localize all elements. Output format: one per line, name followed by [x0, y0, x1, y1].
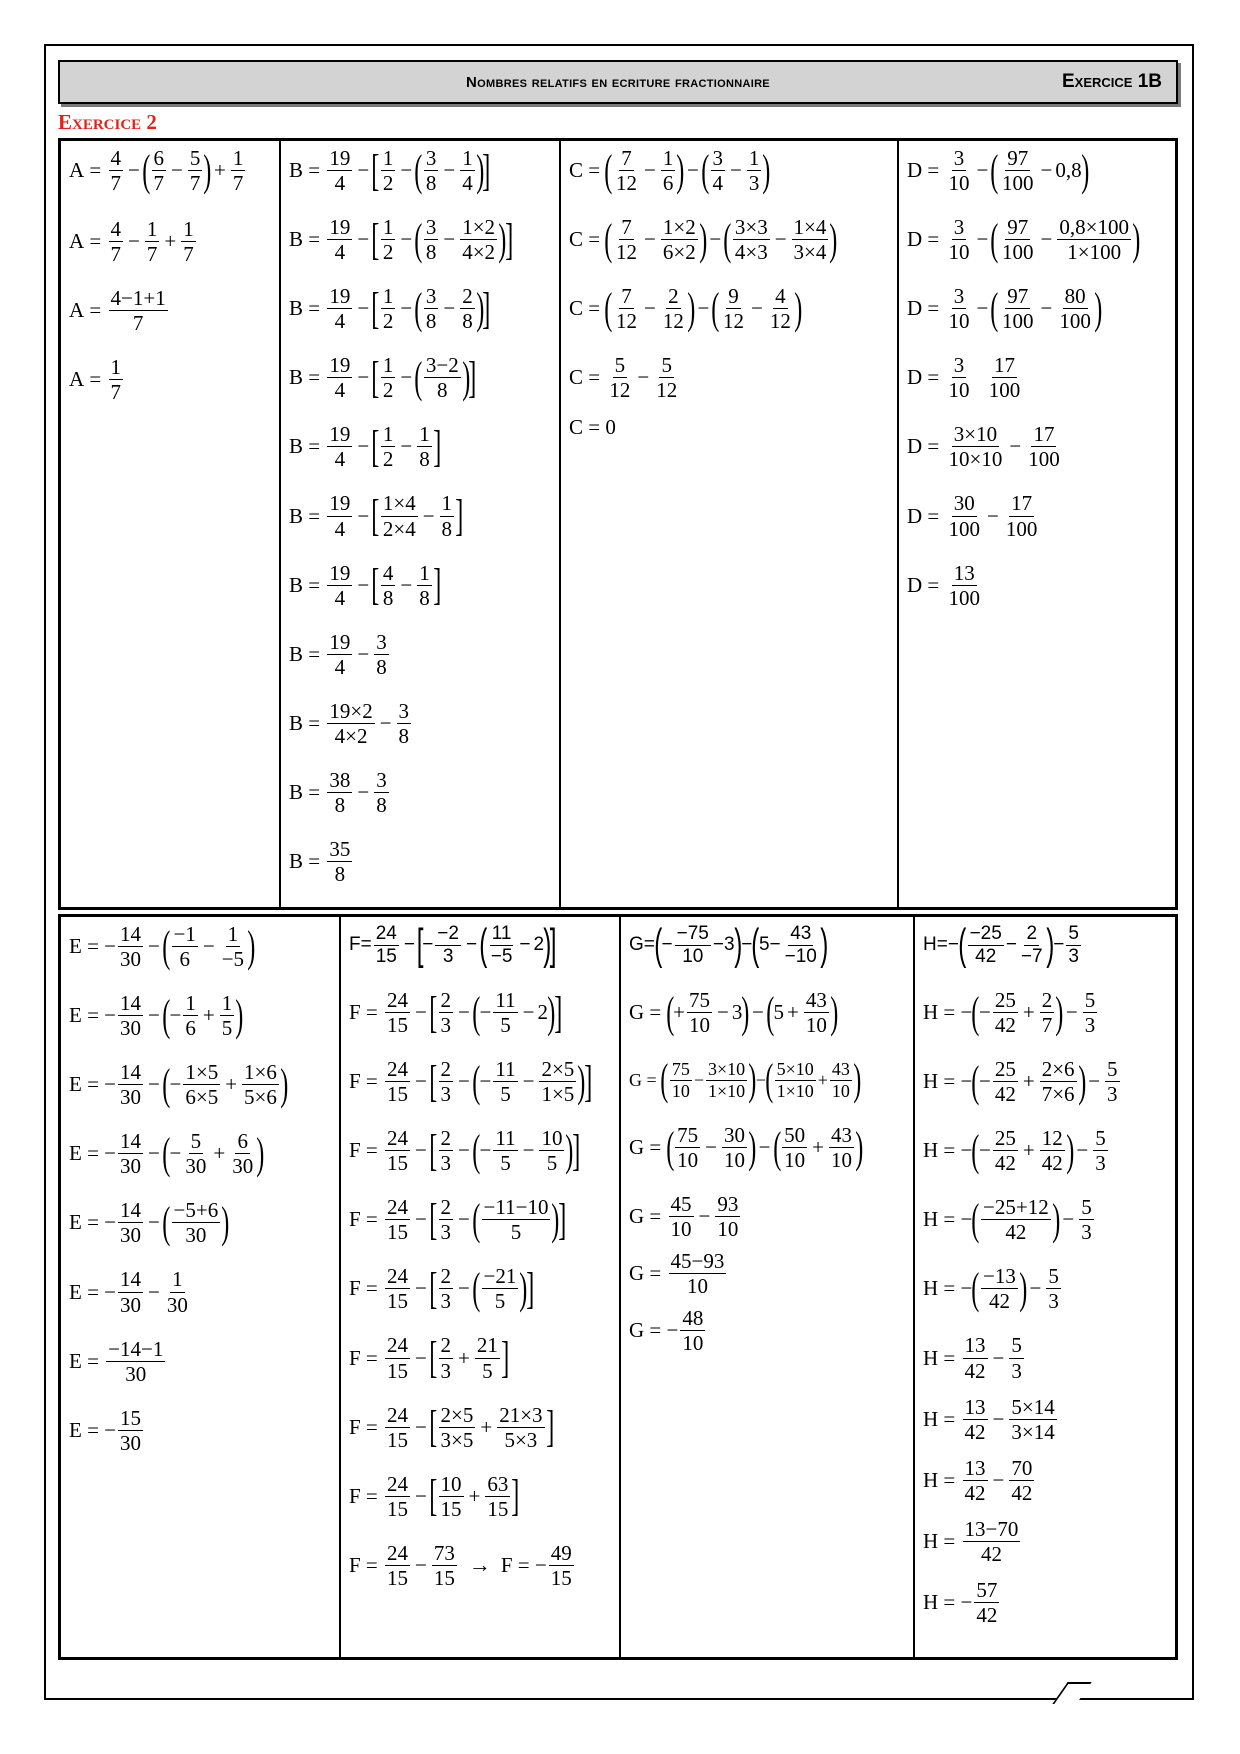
- line-f-1: F= 24 15 − [ − −2 3 − ( 11 −5 − 2 ) ]: [349, 920, 557, 969]
- line-b-6: B = 19 4 − [ 1×4 2×4 − $\frac{1}{8}$ ]: [289, 491, 464, 541]
- line-h-3: H = − ( − 25 42 + $\frac{2\times 6}{7\times 6}$ ) − $\frac{5}{3}$: [923, 1056, 1118, 1107]
- line-a-3: A = 4−1+1 7: [69, 286, 166, 336]
- line-b-5: B = 19 4 − [ 1 2 − $\frac{1}{8}$ ]: [289, 421, 442, 472]
- line-b-3: B = 19 4 − [ 1 2 − ( 3 8 − $\frac{2}{8}$ ) ]: [289, 283, 491, 334]
- line-f-8: F = 24 15 − [ 2×5 3×5 + $\frac{21\times 3}{5\times 3}$ ]: [349, 1402, 554, 1452]
- line-h-6: H = − ( −13 42 ) − $\frac{5}{3}$: [923, 1263, 1059, 1314]
- line-e-1: E = − 14 30 − ( −1 6 − $\frac{1}{-5}$ ): [69, 921, 256, 972]
- line-f-3: F = 24 15 − [ 2 3 − ( − 11 5 − $\frac{2\times 5}{1\times 5}$ ) ]: [349, 1056, 593, 1107]
- line-b-4: B = 19 4 − [ 1 2 − ( 3−2 8 ) ]: [289, 352, 477, 403]
- line-f-5: F = 24 15 − [ 2 3 − ( −11−10 5 ) ]: [349, 1194, 567, 1245]
- bottom-exercise-grid: [58, 914, 1178, 1660]
- column-c: [561, 141, 899, 907]
- line-h-4: H = − ( − 25 42 + $\frac{12}{42}$ ) − $\frac{5}{3}$: [923, 1125, 1106, 1176]
- line-b-11: B = 35 8: [289, 836, 351, 886]
- line-h-8: H = 13 42 − $\frac{5\times 14}{3\times 14}$: [923, 1394, 1055, 1444]
- line-e-4: E = − 14 30 − ( − 5 30 + $\frac{6}{30}$ ): [69, 1128, 265, 1179]
- line-e-2: E = − 14 30 − ( − 1 6 + $\frac{1}{5}$ ): [69, 990, 244, 1041]
- line-d-3: D = 3 10 − ( 97 100 − $\frac{80}{100}$ ): [907, 283, 1103, 334]
- line-d-4: D = 3 10 17 100: [907, 353, 1021, 403]
- line-h-1: H=− ( −25 42 − 2 −7 ) − 5 3: [923, 920, 1079, 969]
- line-e-7: E = −14−1 30: [69, 1336, 164, 1386]
- line-b-1: B = 19 4 − [ 1 2 − ( 3 8 − $\frac{1}{4}$ ) ]: [289, 145, 491, 196]
- line-d-2: D = 3 10 − ( 97 100 − $\frac{0,8\times 100}{1\times 100}$ ): [907, 214, 1141, 265]
- line-b-9: B = 19×2 4×2 − $\frac{3}{8}$: [289, 698, 410, 748]
- chapter-title: Nombres relatifs en ecriture fractionnaire: [466, 74, 770, 91]
- line-c-1: C = ( 7 12 − $\frac{1}{6}$ ) − ( 3 4 − $\frac{1}{3}$ ): [569, 145, 771, 196]
- line-b-2: B = 19 4 − [ 1 2 − ( 3 8 − $\frac{1\times 2}{4\times 2}$ ) ]: [289, 214, 514, 265]
- line-h-9: H = 13 42 − $\frac{70}{42}$: [923, 1455, 1033, 1505]
- line-h-10: H = 13−70 42: [923, 1516, 1019, 1566]
- line-f-9: F = 24 15 − [ 10 15 + $\frac{63}{15}$ ]: [349, 1471, 520, 1521]
- line-e-6: E = − 14 30 − $\frac{1}{30}$: [69, 1267, 188, 1317]
- line-g-4: G = ( 75 10 − $\frac{30}{10}$ ) − ( 50 10 + $\frac{43}{10}$ ): [629, 1122, 864, 1173]
- line-h-2: H = − ( − 25 42 + $\frac{2}{7}$ ) − $\frac{5}{3}$: [923, 987, 1096, 1038]
- line-b-7: B = 19 4 − [ 4 8 − $\frac{1}{8}$ ]: [289, 560, 442, 610]
- line-h-7: H = 13 42 − $\frac{5}{3}$: [923, 1333, 1022, 1383]
- column-f: [341, 917, 621, 1657]
- line-f-6: F = 24 15 − [ 2 3 − ( −21 5 ) ]: [349, 1263, 535, 1314]
- column-e: [61, 917, 341, 1657]
- line-f-4: F = 24 15 − [ 2 3 − ( − 11 5 − $\frac{10}{5}$ ) ]: [349, 1125, 581, 1176]
- line-d-5: D = 3×10 10×10 − $\frac{17}{100}$: [907, 422, 1060, 472]
- line-f-2: F = 24 15 − [ 2 3 − ( − 11 5 − 2 ) ]: [349, 987, 562, 1038]
- column-b: [281, 141, 561, 907]
- line-h-5: H = − ( −25+12 42 ) − $\frac{5}{3}$: [923, 1194, 1092, 1245]
- section-label: Exercice 2: [58, 110, 157, 134]
- line-e-5: E = − 14 30 − ( −5+6 30 ): [69, 1197, 230, 1248]
- line-g-1: G= ( − −75 10 −3 ) − ( 5− 43 −10 ): [629, 920, 829, 969]
- line-f-7: F = 24 15 − [ 2 3 + $\frac{21}{5}$ ]: [349, 1333, 510, 1383]
- column-a: [61, 141, 281, 907]
- line-g-6: G = 45−93 10: [629, 1249, 725, 1299]
- line-d-6: D = 30 100 − $\frac{17}{100}$: [907, 491, 1038, 541]
- line-c-5: C = 0: [569, 414, 616, 439]
- line-c-2: C = ( 7 12 − $\frac{1\times 2}{6\times 2}$ ) − ( 3×3 4×3 − $\frac{1\times 4}{3\times 4}$ ): [569, 214, 838, 265]
- line-d-7: D = 13 100: [907, 560, 981, 610]
- line-h-11: H = − 57 42: [923, 1577, 998, 1627]
- top-exercise-grid: [58, 138, 1178, 910]
- line-d-1: D = 3 10 − ( 97 100 − 0,8 ): [907, 145, 1089, 196]
- column-d: [899, 141, 1175, 907]
- line-e-3: E = − 14 30 − ( − 1×5 6×5 + $\frac{1\times 6}{5\times 6}$ ): [69, 1059, 289, 1110]
- line-f-10: F = 24 15 − $\frac{73}{15}$ → F = − 49 15: [349, 1540, 572, 1590]
- line-g-5: G = 45 10 − $\frac{93}{10}$: [629, 1192, 739, 1242]
- line-a-4: A = 1 7: [69, 355, 122, 405]
- column-h: [915, 917, 1175, 1657]
- line-g-7: G = − 48 10: [629, 1306, 704, 1356]
- line-b-10: B = 38 8 − $\frac{3}{8}$: [289, 767, 387, 817]
- line-a-2: A = 4 7 − $\frac{1}{7}$ + $\frac{1}{7}$: [69, 217, 194, 267]
- line-c-4: C = 5 12 − $\frac{5}{12}$: [569, 353, 678, 403]
- arrow-icon: →: [468, 1552, 491, 1578]
- line-b-8: B = 19 4 − $\frac{3}{8}$: [289, 629, 387, 679]
- column-g: [621, 917, 915, 1657]
- line-c-3: C = ( 7 12 − $\frac{2}{12}$ ) − ( 9 12 − $\frac{4}{12}$ ): [569, 283, 803, 334]
- line-g-3: G = ( 75 10 − 3×10 1×10 ) − ( 5×10 1×10 + 43 10 ): [629, 1055, 862, 1105]
- line-e-8: E = − 15 30: [69, 1405, 142, 1455]
- title-banner: [58, 60, 1178, 104]
- exercise-number: Exercice 1B: [1061, 71, 1162, 92]
- line-a-1: A = 4 7 − ( 6 7 − $\frac{5}{7}$ ) + $\frac{1}{7}$: [69, 145, 244, 196]
- line-g-2: G = ( + 75 10 − 3 ) − ( 5 + $\frac{43}{10}$ ): [629, 987, 839, 1038]
